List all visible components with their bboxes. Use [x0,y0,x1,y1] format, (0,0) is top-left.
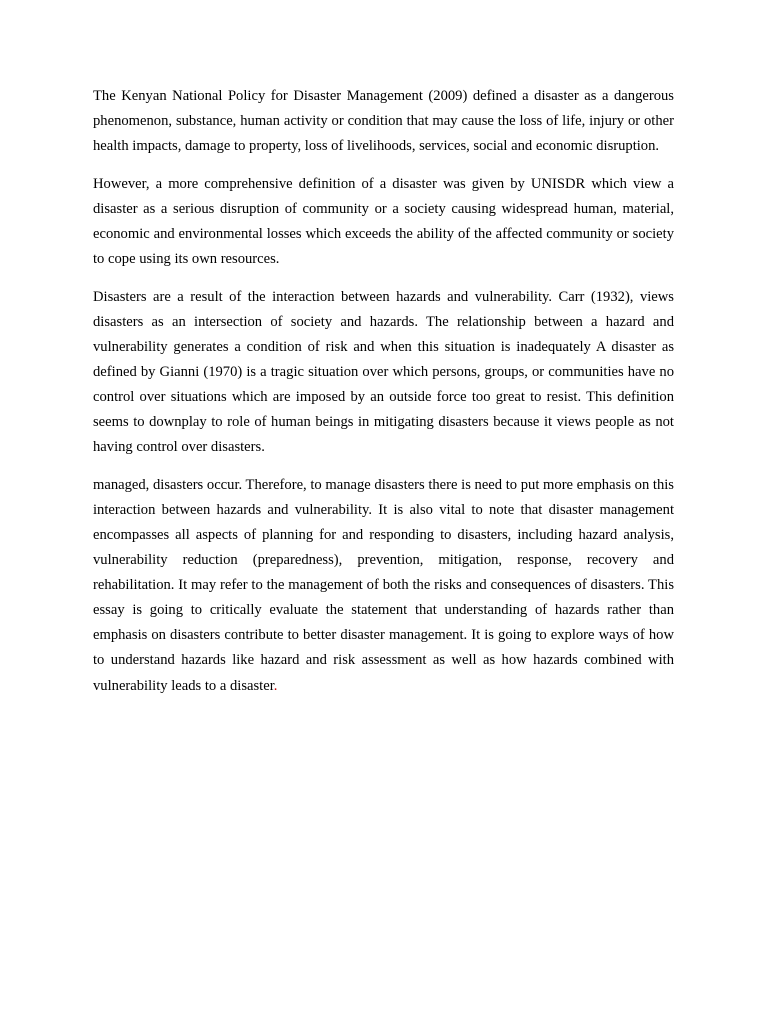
paragraph-2: However, a more comprehensive definition of a disaster was given by UNISDR which view a disaster as a serious disruption of community or a society causing widespread human, material, economic and environmental losses which exceeds the ability of the affected community or society to cope using its own resources. [93,175,674,268]
paragraph-1: The Kenyan National Policy for Disaster Management (2009) defined a disaster as a dangerous phenomenon, substance, human activity or condition that may cause the loss of life, injury or other health impacts, damage to property, loss of livelihoods, services, social and economic disruption. [93,88,674,155]
paragraph-4-text: managed, disasters occur. Therefore, to manage disasters there is need to put more emphasis on this interaction between hazards and vulnerability. It is also vital to note that disaster management encompasses all aspects of planning for and responding to disasters, including hazard analysis, vulnerability reduction (preparedness), prevention, mitigation, response, recovery and rehabilitation. It may refer to the management of both the risks and consequences of disasters. This essay is going to critically evaluate the statement that understanding of hazards rather than emphasis on disasters contribute to better disaster management. It is going to explore ways of how to understand hazards like hazard and risk assessment as well as how hazards combined with vulnerability leads to a disaster [93,476,674,694]
paragraph-4 [93,473,674,699]
final-period: . [273,677,278,694]
document-body [93,84,674,711]
paragraph-3: Disasters are a result of the interaction between hazards and vulnerability. Carr (1932), views disasters as an intersection of society and hazards. The relationship between a hazard and vulnerability generates a condition of risk and when this situation is inadequately A disaster as defined by Gianni (1970) is a tragic situation over which persons, groups, or communities have no control over situations which are imposed by an outside force too great to resist. This definition seems to downplay to role of human beings in mitigating disasters because it views people as not having control over disasters. [93,288,674,456]
